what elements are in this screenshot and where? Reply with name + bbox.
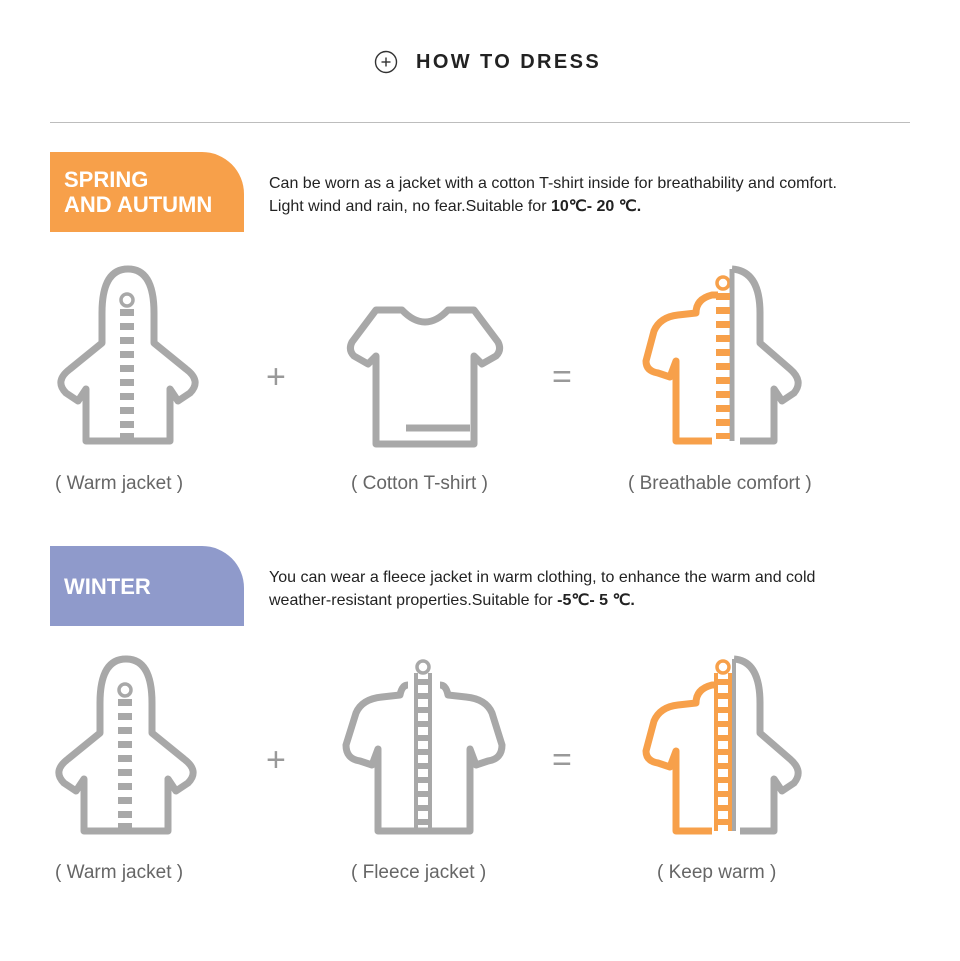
caption-warm-jacket: ( Warm jacket ): [55, 862, 184, 883]
warm-jacket-icon: [50, 265, 206, 445]
tshirt-icon: [346, 306, 504, 448]
season-description: [269, 566, 929, 612]
temperature-range: -5℃- 5 ℃.: [557, 592, 635, 609]
breathable-combo-icon: [642, 265, 806, 445]
equals-sign: =: [552, 741, 572, 779]
caption-warm-jacket: ( Warm jacket ): [55, 473, 184, 494]
header-divider: [50, 122, 910, 123]
caption-fleece-jacket: ( Fleece jacket ): [351, 862, 487, 883]
season-label-line2: AND AUTUMN: [64, 192, 213, 217]
season-label-line1: SPRING: [64, 167, 149, 192]
description-line2: weather-resistant properties.Suitable for -5℃- 5 ℃.: [269, 592, 635, 609]
description-line2: Light wind and rain, no fear.Suitable for 10℃- 20 ℃.: [269, 198, 642, 215]
caption-keep-warm: ( Keep warm ): [657, 862, 777, 883]
fleece-jacket-icon: [342, 655, 506, 835]
season-label-line1: WINTER: [64, 573, 151, 599]
plus-sign: +: [266, 741, 286, 779]
season-badge: [50, 152, 244, 232]
page-header: [0, 44, 960, 80]
season-badge: [50, 546, 244, 626]
equals-sign: =: [552, 358, 572, 396]
plus-sign: +: [266, 358, 286, 396]
season-description: [269, 172, 929, 218]
description-line1: You can wear a fleece jacket in warm clothing, to enhance the warm and cold: [269, 569, 816, 586]
keep-warm-combo-icon: [642, 655, 806, 835]
description-line1: Can be worn as a jacket with a cotton T-shirt inside for breathability and comfort.: [269, 175, 837, 192]
temperature-range: 10℃- 20 ℃.: [550, 198, 642, 215]
plus-circle-icon: [374, 50, 398, 74]
warm-jacket-icon: [48, 655, 204, 835]
caption-breathable-comfort: ( Breathable comfort ): [628, 473, 812, 494]
page-title: HOW TO DRESS: [416, 51, 602, 73]
caption-cotton-tshirt: ( Cotton T-shirt ): [351, 473, 488, 494]
